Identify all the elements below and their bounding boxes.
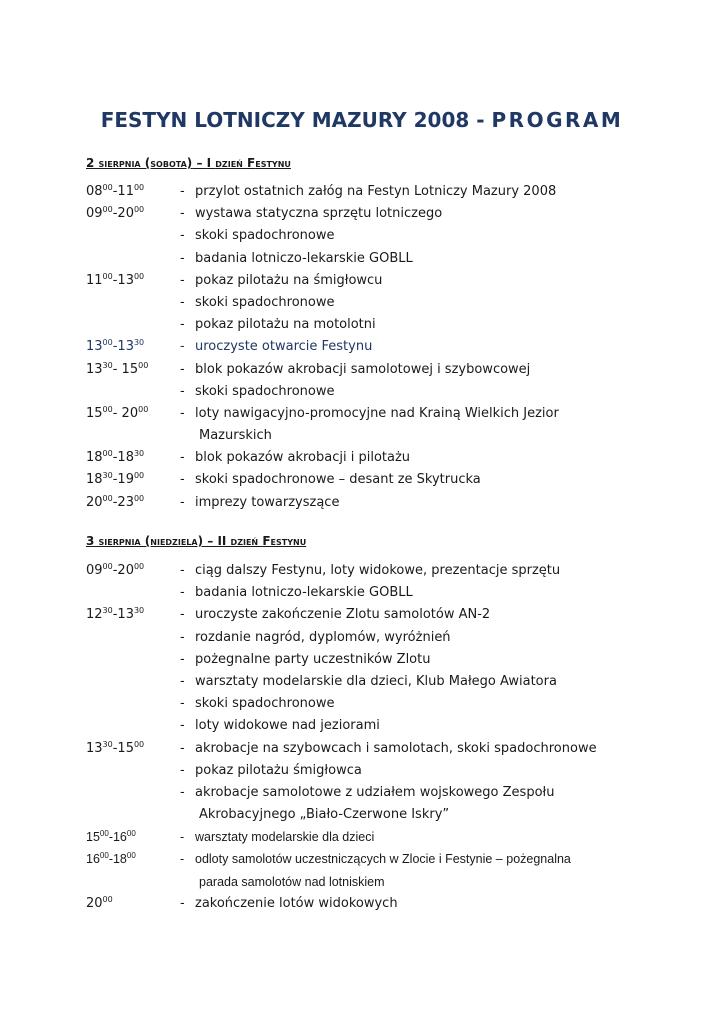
page-title — [0, 108, 724, 132]
time-range — [86, 181, 144, 203]
time-hours: 09 — [86, 563, 103, 578]
time-minutes: 30 — [102, 739, 113, 749]
time-hours: 13 — [86, 361, 103, 377]
schedule-row — [0, 225, 724, 247]
time-minutes: 30 — [102, 360, 113, 370]
time-minutes: 00 — [138, 404, 149, 414]
bullet-dash: - — [180, 494, 185, 510]
schedule-row — [0, 782, 724, 804]
schedule-row — [0, 627, 724, 649]
bullet-dash: - — [180, 651, 185, 667]
bullet-dash: - — [180, 472, 185, 488]
event-text: skoki spadochronowe — [195, 294, 335, 310]
time-range — [86, 447, 144, 469]
time-minutes: 00 — [102, 183, 113, 192]
day-heading-fest-initial: F — [247, 156, 256, 170]
day-heading-fest-rest: estynu — [255, 156, 291, 170]
schedule-row — [0, 604, 724, 626]
schedule-row — [0, 425, 724, 447]
time-hours: -13 — [112, 339, 134, 355]
time-minutes: 00 — [99, 829, 109, 839]
event-text: uroczyste otwarcie Festynu — [195, 339, 373, 355]
time-hours: 13 — [86, 740, 103, 756]
time-minutes: 30 — [133, 449, 145, 459]
day-heading-num: 3 — [86, 534, 99, 548]
event-text: skoki spadochronowe – desant ze Skytrucka — [195, 472, 481, 488]
time-minutes: 00 — [102, 404, 113, 414]
event-text: loty widokowe nad jeziorami — [195, 718, 380, 734]
day-1-heading — [86, 156, 291, 170]
time-range — [86, 848, 136, 870]
day-2-heading — [86, 534, 306, 548]
event-text: pożegnalne party uczestników Zlotu — [195, 651, 431, 667]
schedule-row — [0, 804, 724, 826]
bullet-dash: - — [180, 206, 185, 222]
time-minutes: 00 — [102, 894, 113, 904]
schedule-row — [0, 582, 724, 604]
bullet-dash: - — [180, 339, 185, 355]
time-range — [86, 469, 144, 491]
time-hours: -19 — [112, 472, 134, 488]
time-minutes: 00 — [133, 739, 145, 749]
bullet-dash: - — [180, 563, 185, 578]
event-text: akrobacje samolotowe z udziałem wojskowego Zespołu — [195, 784, 555, 800]
bullet-dash: - — [180, 607, 185, 623]
time-range — [86, 492, 144, 514]
time-minutes: 00 — [102, 449, 113, 459]
event-text-continued: Mazurskich — [199, 428, 272, 444]
event-text: imprezy towarzyszące — [195, 494, 340, 510]
time-hours: 18 — [86, 472, 103, 488]
time-minutes: 30 — [133, 606, 145, 616]
schedule-row — [0, 649, 724, 671]
bullet-dash: - — [180, 585, 185, 601]
event-text: pokaz pilotażu śmigłowca — [195, 762, 362, 778]
bullet-dash: - — [180, 272, 185, 288]
schedule-row — [0, 826, 724, 848]
schedule-row — [0, 492, 724, 514]
schedule-row — [0, 671, 724, 693]
day-heading-roman: II — [217, 534, 231, 548]
title-main: FESTYN LOTNICZY MAZURY 2008 - — [100, 108, 492, 132]
time-hours: 08 — [86, 184, 103, 199]
bullet-dash: - — [180, 762, 185, 778]
bullet-dash: - — [180, 405, 185, 421]
bullet-dash: - — [180, 383, 185, 399]
time-hours: 09 — [86, 206, 103, 222]
time-hours: -18 — [108, 852, 127, 867]
schedule-row — [0, 359, 724, 381]
time-minutes: 00 — [102, 338, 113, 348]
bullet-dash: - — [180, 250, 185, 266]
schedule-row — [0, 381, 724, 403]
day-heading-num: 2 — [86, 156, 99, 170]
event-text: loty nawigacyjno-promocyjne nad Krainą Wielkich Jezior — [195, 405, 559, 421]
time-hours: 15 — [86, 405, 103, 421]
event-text: rozdanie nagród, dyplomów, wyróżnień — [195, 629, 451, 645]
schedule-row — [0, 560, 724, 582]
time-range — [86, 403, 148, 425]
time-hours: -23 — [112, 494, 134, 510]
event-text-continued: Akrobacyjnego „Biało-Czerwone Iskry” — [199, 807, 450, 823]
day-heading-day: dzień — [215, 156, 248, 170]
time-hours: 18 — [86, 450, 103, 466]
time-minutes: 00 — [138, 360, 149, 370]
time-hours: 15 — [86, 830, 100, 845]
bullet-dash: - — [180, 895, 185, 911]
time-hours: 20 — [86, 895, 103, 911]
time-minutes: 00 — [126, 829, 136, 839]
bullet-dash: - — [180, 718, 185, 734]
event-text: pokaz pilotażu na motolotni — [195, 317, 376, 333]
event-text-continued: parada samolotów nad lotniskiem — [199, 874, 385, 889]
day-heading-date: sierpnia (niedziela) — [98, 534, 204, 548]
time-minutes: 00 — [133, 183, 145, 192]
day-heading-fest-rest: estynu — [270, 534, 307, 548]
event-text: wystawa statyczna sprzętu lotniczego — [195, 206, 443, 222]
time-minutes: 00 — [133, 493, 145, 503]
time-hours: -13 — [112, 272, 134, 288]
time-range — [86, 826, 136, 848]
time-minutes: 00 — [133, 271, 145, 281]
time-hours: 16 — [86, 852, 100, 867]
bullet-dash: - — [180, 784, 185, 800]
time-minutes: 00 — [102, 271, 113, 281]
event-text: odloty samolotów uczestniczących w Zlocie i Festynie – pożegnalna — [195, 852, 571, 867]
time-minutes: 00 — [99, 851, 109, 861]
schedule-row — [0, 760, 724, 782]
schedule-row — [0, 469, 724, 491]
time-minutes: 00 — [102, 205, 113, 215]
event-text: blok pokazów akrobacji i pilotażu — [195, 450, 411, 466]
bullet-dash: - — [180, 852, 185, 867]
event-text: uroczyste zakończenie Zlotu samolotów AN-2 — [195, 607, 491, 623]
time-minutes: 00 — [102, 493, 113, 503]
time-minutes: 30 — [102, 606, 113, 616]
day-heading-roman: I — [206, 156, 216, 170]
event-text: skoki spadochronowe — [195, 228, 335, 244]
schedule-row — [0, 248, 724, 270]
time-minutes: 00 — [133, 471, 145, 481]
time-minutes: 00 — [133, 205, 145, 215]
time-range — [86, 738, 144, 760]
schedule-row — [0, 203, 724, 225]
bullet-dash: - — [180, 740, 185, 756]
time-range — [86, 336, 144, 358]
schedule-row — [0, 336, 724, 358]
bullet-dash: - — [180, 696, 185, 712]
time-hours: -20 — [112, 563, 134, 578]
event-text: akrobacje na szybowcach i samolotach, skoki spadochronowe — [195, 740, 597, 756]
bullet-dash: - — [180, 361, 185, 377]
time-hours: -18 — [112, 450, 134, 466]
time-hours: -11 — [112, 184, 134, 199]
time-range — [86, 893, 113, 915]
schedule-row — [0, 270, 724, 292]
bullet-dash: - — [180, 673, 185, 689]
time-range — [86, 270, 144, 292]
bullet-dash: - — [180, 184, 185, 199]
day-heading-day: dzień — [230, 534, 263, 548]
schedule-row — [0, 292, 724, 314]
time-hours: -16 — [108, 830, 127, 845]
day-2-schedule — [0, 560, 724, 915]
bullet-dash: - — [180, 294, 185, 310]
event-text: badania lotniczo-lekarskie GOBLL — [195, 585, 413, 601]
event-text: pokaz pilotażu na śmigłowcu — [195, 272, 383, 288]
time-minutes: 00 — [126, 851, 136, 861]
schedule-row — [0, 893, 724, 915]
time-minutes: 00 — [133, 562, 145, 571]
event-text: badania lotniczo-lekarskie GOBLL — [195, 250, 413, 266]
title-program: PROGRAM — [491, 108, 624, 132]
schedule-row — [0, 314, 724, 336]
time-hours: -15 — [112, 740, 134, 756]
schedule-row — [0, 848, 724, 870]
time-hours: -13 — [112, 607, 134, 623]
time-hours: 13 — [86, 339, 103, 355]
event-text: przylot ostatnich załóg na Festyn Lotniczy Mazury 2008 — [195, 184, 557, 199]
time-hours: -20 — [112, 206, 134, 222]
day-1-schedule — [0, 181, 724, 514]
time-range — [86, 359, 148, 381]
time-hours: 11 — [86, 272, 103, 288]
time-minutes: 30 — [133, 338, 145, 348]
event-text: skoki spadochronowe — [195, 696, 335, 712]
time-hours: 20 — [86, 494, 103, 510]
day-heading-date: sierpnia (sobota) — [98, 156, 193, 170]
time-hours: - 20 — [112, 405, 139, 421]
schedule-row — [0, 871, 724, 893]
day-heading-dash: – — [192, 156, 207, 170]
event-text: warsztaty modelarskie dla dzieci — [195, 830, 375, 845]
bullet-dash: - — [180, 450, 185, 466]
day-heading-fest-initial: F — [262, 534, 271, 548]
bullet-dash: - — [180, 317, 185, 333]
bullet-dash: - — [180, 228, 185, 244]
event-text: ciąg dalszy Festynu, loty widokowe, prezentacje sprzętu — [195, 563, 561, 578]
event-text: warsztaty modelarskie dla dzieci, Klub Małego Awiatora — [195, 673, 557, 689]
event-text: blok pokazów akrobacji samolotowej i szybowcowej — [195, 361, 531, 377]
day-heading-dash: – — [203, 534, 218, 548]
schedule-row — [0, 447, 724, 469]
schedule-row — [0, 715, 724, 737]
schedule-row — [0, 181, 724, 203]
time-hours: - 15 — [112, 361, 139, 377]
time-minutes: 00 — [102, 562, 113, 571]
time-minutes: 30 — [102, 471, 113, 481]
time-range — [86, 560, 144, 582]
schedule-row — [0, 738, 724, 760]
schedule-row — [0, 693, 724, 715]
event-text: zakończenie lotów widokowych — [195, 895, 398, 911]
time-range — [86, 203, 144, 225]
schedule-row — [0, 403, 724, 425]
time-hours: 12 — [86, 607, 103, 623]
bullet-dash: - — [180, 629, 185, 645]
time-range — [86, 604, 144, 626]
event-text: skoki spadochronowe — [195, 383, 335, 399]
bullet-dash: - — [180, 830, 185, 845]
